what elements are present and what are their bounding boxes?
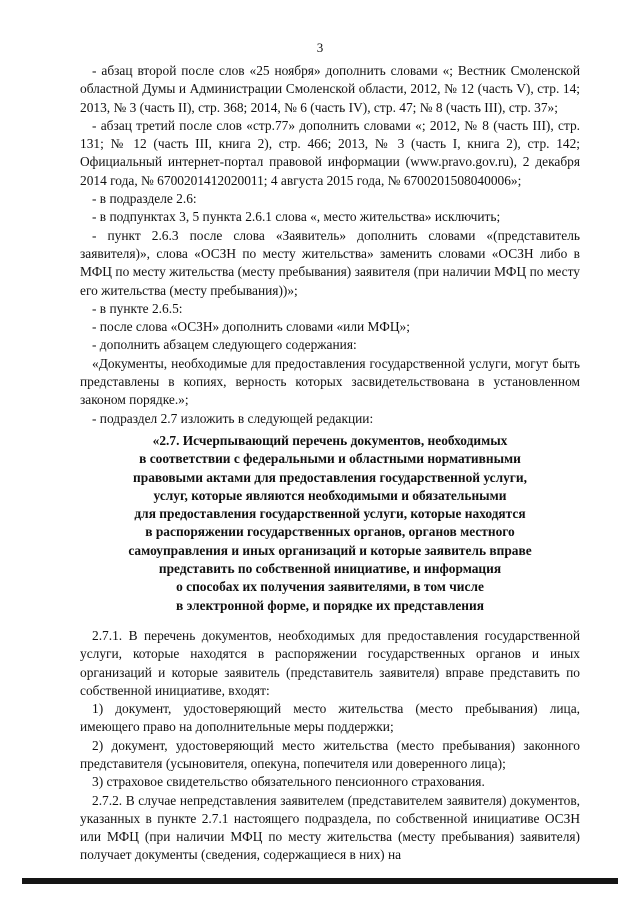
heading-line: самоуправления и иных организаций и которые заявитель вправе bbox=[128, 542, 532, 558]
heading-line: в соответствии с федеральными и областными нормативными bbox=[139, 451, 521, 467]
paragraph: - в подразделе 2.6: bbox=[92, 191, 197, 207]
paragraph: 2) документ, удостоверяющий место жительства (место пребывания) законного представителя (усыновителя, опекуна, попечителя или доверенного лица); bbox=[80, 737, 580, 771]
heading-line: представить по собственной инициативе, и информация bbox=[158, 561, 502, 577]
paragraph: - подраздел 2.7 изложить в следующей редакции: bbox=[92, 410, 374, 426]
heading-line: для предоставления государственной услуги, которые находятся bbox=[134, 506, 526, 522]
paragraph: «Документы, необходимые для предоставления государственной услуги, могут быть представлены в копиях, верность которых засвидетельствована в установленном законом порядке.»; bbox=[80, 355, 580, 408]
paragraph: - после слова «ОСЗН» дополнить словами «или МФЦ»; bbox=[92, 319, 410, 335]
section-heading bbox=[80, 432, 580, 615]
paragraph: 1) документ, удостоверяющий место жительства (место пребывания) лица, имеющего право на дополнительные меры поддержки; bbox=[80, 701, 580, 735]
paragraph: - в подпунктах 3, 5 пункта 2.6.1 слова «, место жительства» исключить; bbox=[92, 209, 501, 225]
page-number: 3 bbox=[316, 40, 324, 55]
paragraph: 3) страховое свидетельство обязательного пенсионного страхования. bbox=[92, 774, 485, 790]
heading-line: в электронной форме, и порядке их представления bbox=[176, 597, 484, 613]
heading-line: услуг, которые являются необходимыми и обязательными bbox=[153, 487, 507, 503]
scan-bottom-border bbox=[22, 878, 618, 884]
paragraph: - абзац третий после слов «стр.77» дополнить словами «; 2012, № 8 (часть III), стр. 131; № 12 (часть III, книга 2), стр. 466; 2013, № 3 (часть I, книга 2), стр. 142; Официальный интернет-портал правовой информации (www.pravo.gov.ru), 2 декабря 2014 года, № 6700201412020011; 4 августа 2015 года, № 6700201508040006»; bbox=[80, 117, 580, 188]
paragraph: - дополнить абзацем следующего содержания: bbox=[92, 337, 357, 353]
heading-line: «2.7. Исчерпывающий перечень документов, необходимых bbox=[152, 432, 508, 448]
document-body bbox=[80, 62, 580, 865]
heading-line: в распоряжении государственных органов, органов местного bbox=[145, 524, 515, 540]
paragraph: - абзац второй после слов «25 ноября» дополнить словами «; Вестник Смоленской областной Думы и Администрации Смоленской области, 2012, № 12 (часть V), стр. 14; 2013, № 3 (часть II), стр. 368; 2014, № 6 (часть IV), стр. 47; № 8 (часть III), стр. 37»; bbox=[80, 63, 580, 115]
paragraph: - пункт 2.6.3 после слова «Заявитель» дополнить словами «(представитель заявителя)», слова «ОСЗН по месту жительства» заменить словами «ОСЗН либо в МФЦ по месту жительства (месту пребывания) заявителя (при наличии МФЦ по месту его жительства (месту пребывания))»; bbox=[80, 227, 580, 298]
heading-line: о способах их получения заявителями, в том числе bbox=[176, 579, 484, 595]
heading-line: правовыми актами для предоставления государственной услуги, bbox=[133, 469, 527, 485]
paragraph: 2.7.1. В перечень документов, необходимых для предоставления государственной услуги, которые находятся в распоряжении государственных органов и иных организаций и которые заявитель (представитель заявителя) вправе представить по собственной инициативе, входят: bbox=[80, 627, 580, 698]
paragraph: 2.7.2. В случае непредставления заявителем (представителем заявителя) документов, указанных в пункте 2.7.1 настоящего подраздела, по собственной инициативе ОСЗН или МФЦ (при наличии МФЦ по месту жительства (месту пребывания) заявителя) получает документы (сведения, содержащиеся в них) на bbox=[80, 792, 580, 863]
paragraph: - в пункте 2.6.5: bbox=[92, 300, 183, 316]
